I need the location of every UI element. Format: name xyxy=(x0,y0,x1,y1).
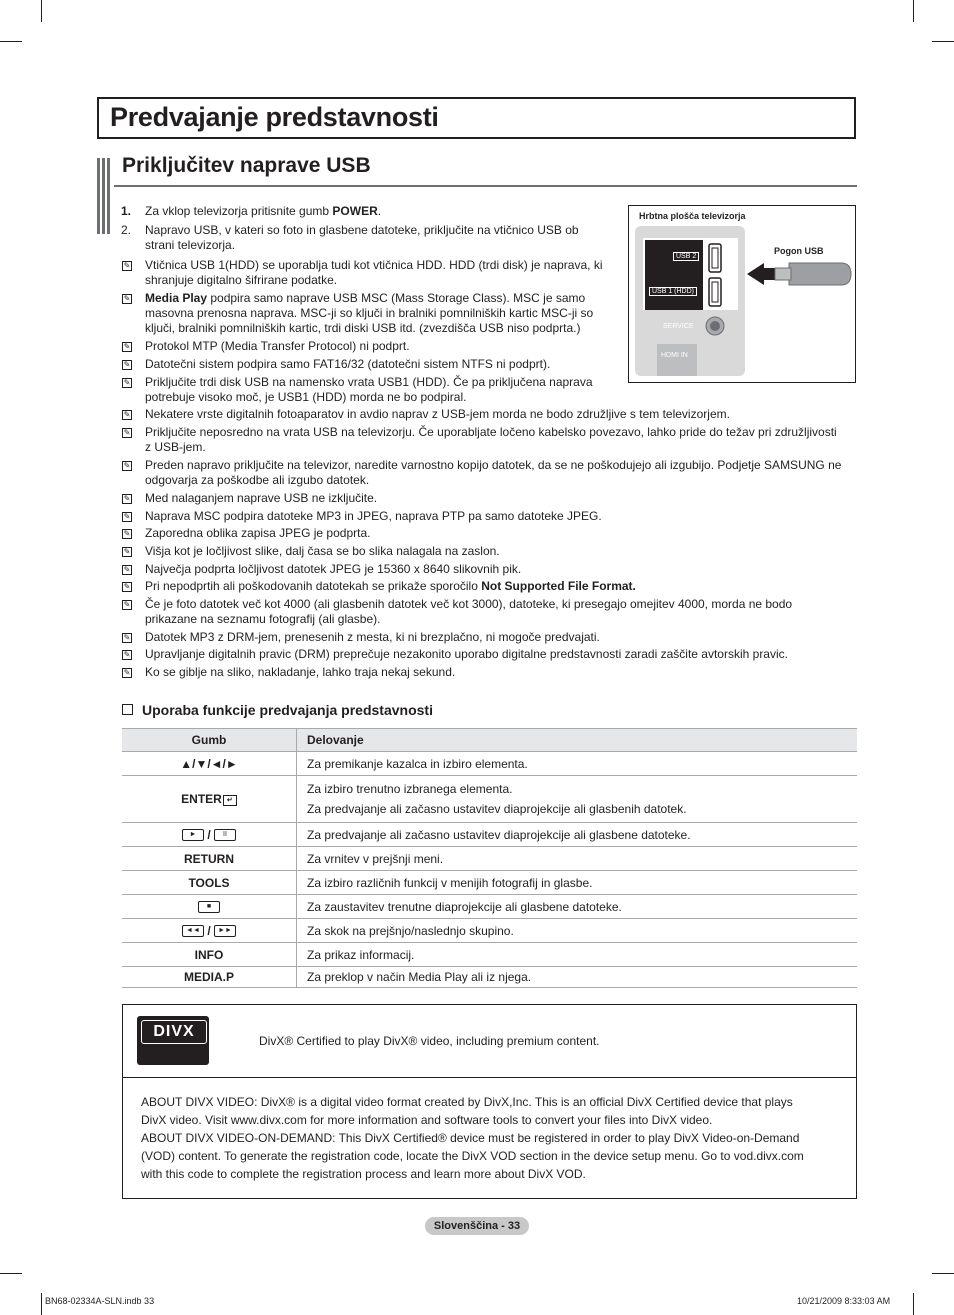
note-text: Media Play podpira samo naprave USB MSC (Mass Storage Class). MSC je samo masovna prenosna naprava. MSC-ji so ključi in bralniki pomnilniških kartic MSC-ji so ključi, bralniki pomnilniških kartic, trdi diski USB itd. (zvezdišča USB niso podprta.) xyxy=(145,291,594,335)
note-icon: ✎ xyxy=(123,360,131,369)
stop-icon: ■ xyxy=(198,901,220,913)
button-cell: ◄◄ / ►► xyxy=(122,919,297,943)
table-row xyxy=(122,967,857,988)
step-text: Za vklop televizorja pritisnite gumb POWER. xyxy=(145,204,382,218)
note-icon: ✎ xyxy=(123,650,131,659)
footer-file: BN68-02334A-SLN.indb 33 xyxy=(45,1296,155,1306)
page-title: Predvajanje predstavnosti xyxy=(110,102,439,132)
note-icon: ✎ xyxy=(123,428,131,437)
note-icon: ✎ xyxy=(123,342,131,351)
note-text: Če je foto datotek več kot 4000 (ali glasbenih datotek več kot 3000), datoteke, ki presegajo omejitev 4000, morda ne bodo prikazane na seznamu fotografij (ali glasbe). xyxy=(145,597,793,626)
table-row xyxy=(122,752,857,776)
note-icon: ✎ xyxy=(123,600,131,609)
table-row xyxy=(122,776,857,823)
table-row xyxy=(122,847,857,871)
rewind-icon: ◄◄ xyxy=(182,925,204,937)
note-text: Največja podprta ločljivost datotek JPEG je 15360 x 8640 slikovnih pik. xyxy=(145,562,522,576)
button-cell: INFO xyxy=(122,943,297,967)
page-number: Slovenščina - 33 xyxy=(425,1217,529,1235)
note-icon: ✎ xyxy=(123,582,131,591)
note-icon: ✎ xyxy=(123,261,131,270)
note-text: Med nalaganjem naprave USB ne izključite. xyxy=(145,491,378,505)
crop-mark xyxy=(41,1293,42,1315)
divx-info-box xyxy=(122,1004,857,1199)
divider xyxy=(123,1077,856,1078)
crop-mark xyxy=(913,1293,914,1315)
note-text: Pri nepodprtih ali poškodovanih datotekah se prikaže sporočilo Not Supported File Format. xyxy=(145,579,636,593)
note-text: Zaporedna oblika zapisa JPEG je podprta. xyxy=(145,526,371,540)
divx-logo-text: DIVX xyxy=(141,1020,207,1044)
note-icon: ✎ xyxy=(123,668,131,677)
table-header-button: Gumb xyxy=(122,729,297,752)
crop-mark xyxy=(913,0,914,22)
note-text: Ko se giblje na sliko, nakladanje, lahko traja nekaj sekund. xyxy=(145,665,456,679)
button-cell: ENTER ↵ xyxy=(122,776,297,823)
note-icon: ✎ xyxy=(123,512,131,521)
table-header-row xyxy=(122,729,857,752)
note-icon: ✎ xyxy=(123,529,131,538)
crop-mark xyxy=(932,1273,954,1274)
table-header-action: Delovanje xyxy=(297,729,858,752)
action-cell: Za predvajanje ali začasno ustavitev diaprojekcije ali glasbene datoteke. xyxy=(297,823,858,847)
action-cell: Za premikanje kazalca in izbiro elementa. xyxy=(297,752,858,776)
table-row xyxy=(122,919,857,943)
action-cell: Za izbiro trenutno izbranega elementa. Za predvajanje ali začasno ustavitev diaprojekcije ali glasbenih datotek. xyxy=(297,776,858,823)
note-icon: ✎ xyxy=(123,461,131,470)
usb-connection-diagram xyxy=(628,205,856,383)
note-text: Nekatere vrste digitalnih fotoaparatov in avdio naprav z USB-jem morda ne bodo združljive s tem televizorjem. xyxy=(145,407,730,421)
divx-certified-text: DivX® Certified to play DivX® video, including premium content. xyxy=(259,1034,600,1048)
action-cell: Za zaustavitev trenutne diaprojekcije ali glasbene datoteke. xyxy=(297,895,858,919)
divx-about-text: ABOUT DIVX VIDEO: DivX® is a digital video format created by DivX,Inc. This is an official DivX Certified device that plays DivX video. Visit www.divx.com for more information and software tools to convert your files into DivX video. ABOUT DIVX VIDEO-ON-DEMAND: This DivX Certified® device must be registered in order to play DivX Video-on-Demand (VOD) content. To generate the registration code, locate the DivX VOD section in the device setup menu. Go to vod.divx.com with this code to complete the registration process and learn more about DivX VOD. xyxy=(141,1095,804,1181)
checkbox-bullet-icon xyxy=(122,704,133,715)
play-icon: ► xyxy=(182,829,204,841)
note-icon: ✎ xyxy=(123,294,131,303)
note-text: Priključite trdi disk USB na namensko vrata USB1 (HDD). Če pa priključena naprava potrebuje visoko moč, je USB1 (HDD) morda ne bo podpiral. xyxy=(145,375,593,404)
usb1-port-label: USB 1 (HDD) xyxy=(649,287,697,296)
note-icon: ✎ xyxy=(123,633,131,642)
enter-icon: ↵ xyxy=(223,795,237,806)
section-title: Priključitev naprave USB xyxy=(122,154,371,177)
action-cell: Za prikaz informacij. xyxy=(297,943,858,967)
note-text: Datotečni sistem podpira samo FAT16/32 (datotečni sistem NTFS ni podprt). xyxy=(145,357,551,371)
button-function-table xyxy=(122,728,857,988)
note-text: Datotek MP3 z DRM-jem, prenesenih z mesta, ki ni brezplačno, ni mogoče predvajati. xyxy=(145,630,600,644)
note-icon: ✎ xyxy=(123,547,131,556)
service-port-label: SERVICE xyxy=(663,323,694,330)
table-row xyxy=(122,823,857,847)
action-cell: Za skok na prejšnjo/naslednjo skupino. xyxy=(297,919,858,943)
pause-icon: II xyxy=(214,829,236,841)
button-cell xyxy=(122,895,297,919)
page-title-box xyxy=(97,97,856,139)
note-text: Naprava MSC podpira datoteke MP3 in JPEG, naprava PTP pa samo datoteke JPEG. xyxy=(145,509,602,523)
step-number: 1. xyxy=(121,204,132,218)
note-text: Preden napravo priključite na televizor, naredite varnostno kopijo datotek, da se ne poškodujejo ali izgubijo. Podjetje SAMSUNG ne odgovarja za poškodbe ali izgubo datotek. xyxy=(145,458,842,487)
button-cell: ▲/▼/◄/► xyxy=(122,752,297,776)
note-text: Upravljanje digitalnih pravic (DRM) preprečuje nezakonito uporabo digitalne predstavnosti zaradi zaščite avtorskih pravic. xyxy=(145,647,788,661)
rear-panel-label: Hrbtna plošča televizorja xyxy=(639,211,746,221)
note-text: Protokol MTP (Media Transfer Protocol) ni podprt. xyxy=(145,339,410,353)
note-text: Višja kot je ločljivost slike, dalj časa se bo slika nalagala na zaslon. xyxy=(145,544,500,558)
step-number: 2. xyxy=(121,223,132,237)
note-text: Priključite neposredno na vrata USB na televizorju. Če uporabljate ločeno kabelsko povezavo, lahko pride do težav pri združljivosti z USB-jem. xyxy=(145,425,837,454)
crop-mark xyxy=(0,1273,22,1274)
note-icon: ✎ xyxy=(123,378,131,387)
note-icon: ✎ xyxy=(123,565,131,574)
table-row xyxy=(122,871,857,895)
crop-mark xyxy=(0,41,22,42)
hdmi-port-label: HDMI IN xyxy=(661,352,688,359)
crop-mark xyxy=(932,41,954,42)
button-cell: TOOLS xyxy=(122,871,297,895)
table-row xyxy=(122,895,857,919)
footer-date: 10/21/2009 8:33:03 AM xyxy=(797,1296,891,1306)
usb-drive-label: Pogon USB xyxy=(774,246,824,256)
action-cell: Za izbiro različnih funkcij v menijih fotografij in glasbe. xyxy=(297,871,858,895)
button-cell: RETURN xyxy=(122,847,297,871)
crop-mark xyxy=(41,0,42,22)
action-cell: Za preklop v način Media Play ali iz njega. xyxy=(297,967,858,988)
action-cell: Za vrnitev v prejšnji meni. xyxy=(297,847,858,871)
usb2-port-label: USB 2 xyxy=(673,252,699,261)
divx-logo xyxy=(137,1016,209,1065)
step-text: Napravo USB, v kateri so foto in glasbene datoteke, priključite na vtičnico USB ob strani televizorja. xyxy=(145,223,579,252)
button-cell: MEDIA.P xyxy=(122,967,297,988)
button-cell: ► / II xyxy=(122,823,297,847)
note-icon: ✎ xyxy=(123,494,131,503)
table-row xyxy=(122,943,857,967)
note-text: Vtičnica USB 1(HDD) se uporablja tudi kot vtičnica HDD. HDD (trdi disk) je naprava, ki shranjuje digitalno šifrirane podatke. xyxy=(145,258,603,287)
note-icon: ✎ xyxy=(123,410,131,419)
fast-forward-icon: ►► xyxy=(214,925,236,937)
section-rule xyxy=(114,185,857,187)
subsection-title: Uporaba funkcije predvajanja predstavnosti xyxy=(122,702,433,718)
